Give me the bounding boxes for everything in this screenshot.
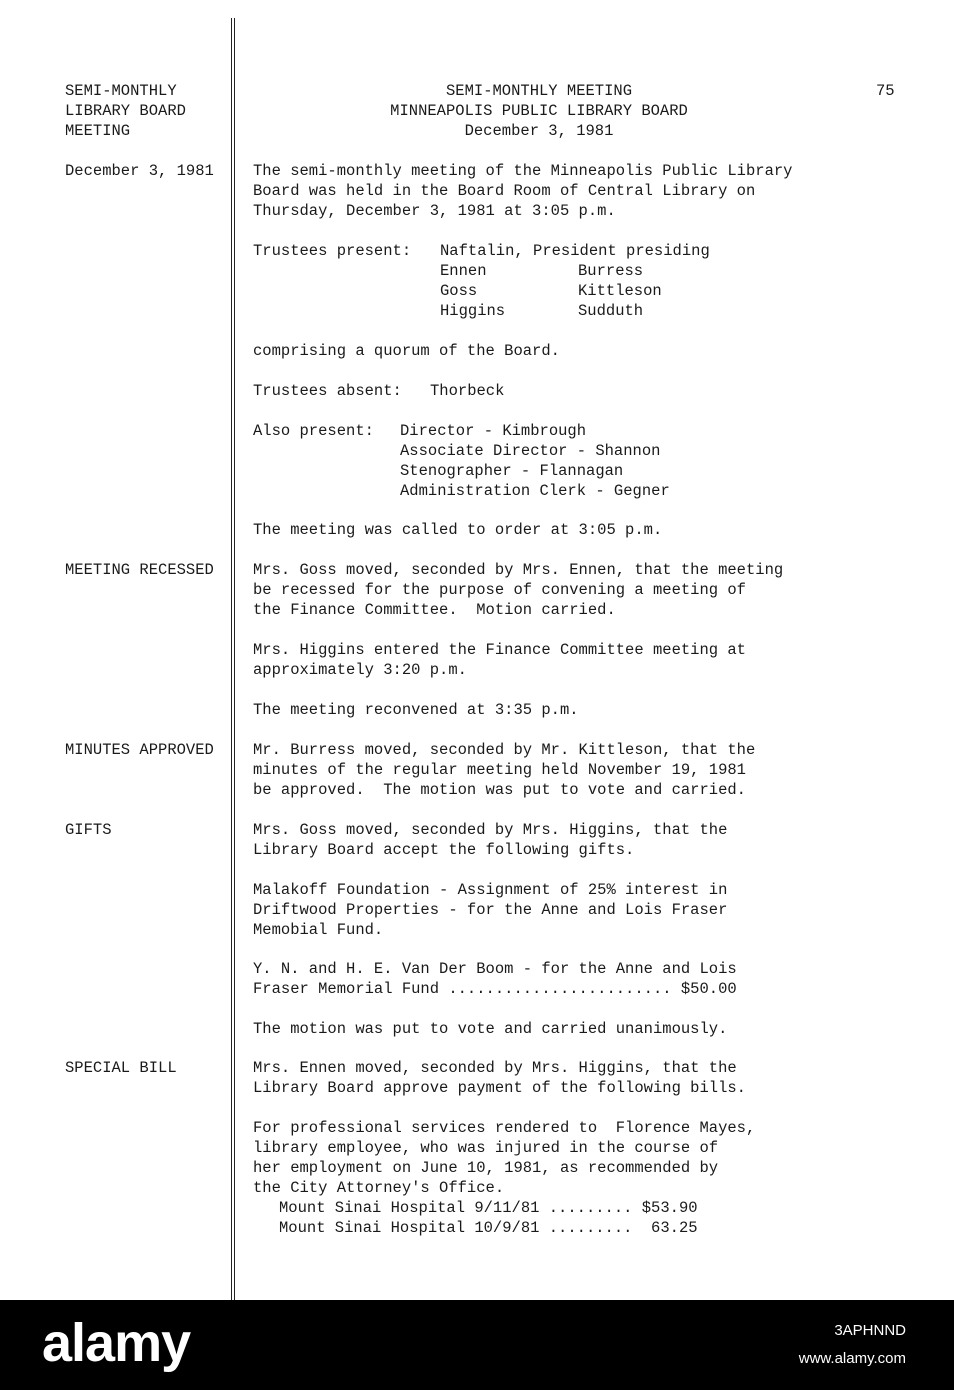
bill-line: Mount Sinai Hospital 10/9/81 ......... 63.25	[279, 1219, 698, 1237]
also-present-item: Director - Kimbrough	[400, 422, 587, 440]
trustee-name: Burress	[578, 262, 644, 280]
paragraph-line: Driftwood Properties - for the Anne and Lois Fraser	[253, 901, 728, 919]
margin-heading-line: MEETING	[65, 122, 131, 140]
also-present-item: Administration Clerk - Gegner	[400, 482, 670, 500]
margin-heading-line: LIBRARY BOARD	[65, 102, 186, 120]
section-heading-recessed: MEETING RECESSED	[65, 561, 214, 579]
bill-line: Mount Sinai Hospital 9/11/81 ......... $53.90	[279, 1199, 698, 1217]
margin-rule-right	[234, 18, 235, 1300]
image-id: 3APHNND	[834, 1322, 906, 1339]
paragraph-line: For professional services rendered to Florence Mayes,	[253, 1119, 756, 1137]
header-title: SEMI-MONTHLY MEETING	[445, 82, 633, 100]
paragraph-line: Library Board accept the following gifts.	[253, 841, 635, 859]
header-date: December 3, 1981	[464, 122, 614, 140]
trustee-name: Kittleson	[578, 282, 662, 300]
page-number: 75	[876, 82, 895, 100]
paragraph-line: Mrs. Goss moved, seconded by Mrs. Ennen, that the meeting	[253, 561, 784, 579]
gift-amount-line: Fraser Memorial Fund ........................ $50.00	[253, 980, 737, 998]
trustee-absent-name: Thorbeck	[430, 382, 505, 400]
paragraph-line: The motion was put to vote and carried unanimously.	[253, 1020, 728, 1038]
paragraph-line: the Finance Committee. Motion carried.	[253, 601, 616, 619]
paragraph-line: Y. N. and H. E. Van Der Boom - for the Anne and Lois	[253, 960, 737, 978]
paragraph-line: the City Attorney's Office.	[253, 1179, 505, 1197]
paragraph-line: Malakoff Foundation - Assignment of 25% interest in	[253, 881, 728, 899]
trustees-president: Naftalin, President presiding	[440, 242, 710, 260]
called-to-order: The meeting was called to order at 3:05 p.m.	[253, 521, 663, 539]
paragraph-line: be approved. The motion was put to vote and carried.	[253, 781, 746, 799]
paragraph-line: approximately 3:20 p.m.	[253, 661, 467, 679]
header-organization: MINNEAPOLIS PUBLIC LIBRARY BOARD	[390, 102, 688, 120]
trustee-name: Sudduth	[578, 302, 644, 320]
site-url: www.alamy.com	[798, 1350, 906, 1367]
margin-rule-left	[231, 18, 232, 1300]
section-heading-gifts: GIFTS	[65, 821, 112, 839]
paragraph-line: be recessed for the purpose of convening a meeting of	[253, 581, 746, 599]
trustees-present-label: Trustees present:	[253, 242, 412, 260]
alamy-logo: alamy	[42, 1313, 191, 1373]
paragraph-line: Mrs. Ennen moved, seconded by Mrs. Higgins, that the	[253, 1059, 737, 1077]
paragraph-line: Mr. Burress moved, seconded by Mr. Kittleson, that the	[253, 741, 756, 759]
intro-line: Thursday, December 3, 1981 at 3:05 p.m.	[253, 202, 616, 220]
paragraph-line: minutes of the regular meeting held November 19, 1981	[253, 761, 746, 779]
paragraph-line: her employment on June 10, 1981, as recommended by	[253, 1159, 719, 1177]
margin-heading-line: SEMI-MONTHLY	[65, 82, 177, 100]
intro-line: The semi-monthly meeting of the Minneapolis Public Library	[253, 162, 793, 180]
also-present-item: Associate Director - Shannon	[400, 442, 661, 460]
intro-line: Board was held in the Board Room of Central Library on	[253, 182, 756, 200]
section-heading-special-bill: SPECIAL BILL	[65, 1059, 177, 1077]
trustee-name: Higgins	[440, 302, 506, 320]
paragraph-line: Library Board approve payment of the following bills.	[253, 1079, 746, 1097]
margin-date: December 3, 1981	[65, 162, 214, 180]
section-heading-minutes: MINUTES APPROVED	[65, 741, 214, 759]
also-present-item: Stenographer - Flannagan	[400, 462, 624, 480]
paragraph-line: Mrs. Higgins entered the Finance Committee meeting at	[253, 641, 746, 659]
trustee-name: Goss	[440, 282, 478, 300]
trustee-name: Ennen	[440, 262, 487, 280]
trustees-absent-label: Trustees absent:	[253, 382, 402, 400]
paragraph-line: The meeting reconvened at 3:35 p.m.	[253, 701, 579, 719]
paragraph-line: Memobial Fund.	[253, 921, 384, 939]
paragraph-line: library employee, who was injured in the course of	[253, 1139, 719, 1157]
quorum-statement: comprising a quorum of the Board.	[253, 342, 560, 360]
also-present-label: Also present:	[253, 422, 374, 440]
paragraph-line: Mrs. Goss moved, seconded by Mrs. Higgins, that the	[253, 821, 728, 839]
